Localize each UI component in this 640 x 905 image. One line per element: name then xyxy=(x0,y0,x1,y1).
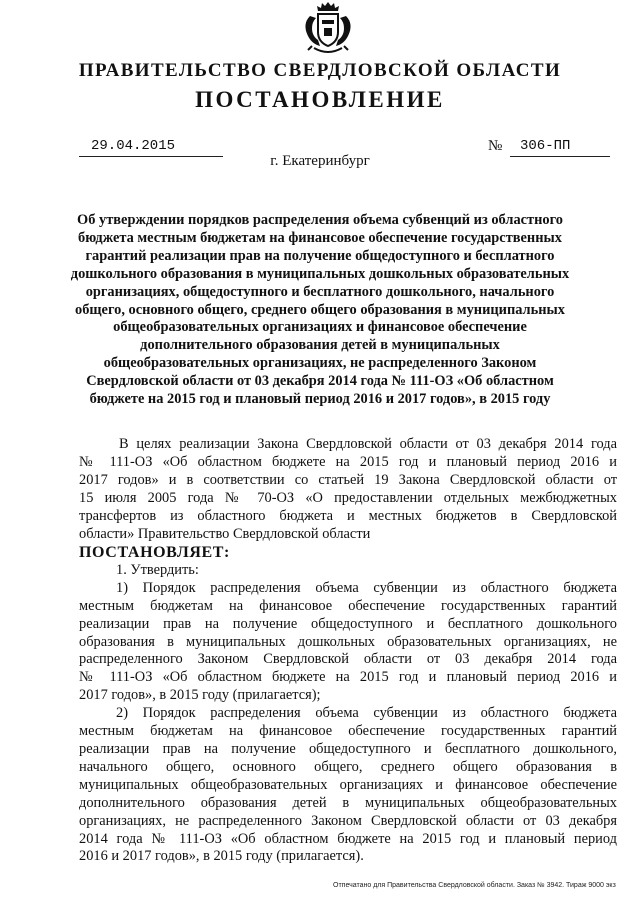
date-value: 29.04.2015 xyxy=(91,138,176,154)
preamble-line: трансфертов из областного бюджета и местных бюджетов в Свердловской xyxy=(79,507,617,524)
item-1-1 xyxy=(79,580,617,705)
item-1-1-line: реализации прав на получение общедоступного и бесплатного дошкольного xyxy=(79,615,617,632)
city: г. Екатеринбург xyxy=(270,153,370,169)
item-1-1-line: распределенного Законом Свердловской области от 03 декабря 2014 года xyxy=(79,651,617,668)
item-1-2-line: 2016 и 2017 годов», в 2015 году (прилагается). xyxy=(79,848,364,865)
number-sign: № xyxy=(488,138,503,154)
item-1-2-line: начального общего, основного общего, среднего общего образования в xyxy=(79,758,617,775)
preamble-line: № 111-ОЗ «Об областном бюджете на 2015 год и плановый период 2016 и xyxy=(79,453,617,470)
title-line: организациях, общедоступного и бесплатного дошкольного, начального xyxy=(85,283,555,300)
item-1-2-line: 2014 года № 111-ОЗ «Об областном бюджете на 2015 год и плановый период xyxy=(79,830,617,847)
item-1-1-line: местным бюджетам на финансовое обеспечение государственных гарантий xyxy=(79,597,617,614)
resolution-body xyxy=(79,544,617,866)
preamble-line: В целях реализации Закона Свердловской области от 03 декабря 2014 года xyxy=(119,436,617,452)
title-line: общего, основного общего, среднего общего образования в муниципальных xyxy=(75,301,565,318)
document-type: ПОСТАНОВЛЕНИЕ xyxy=(195,87,445,112)
title-line: бюджете на 2015 год и плановый период 2016 и 2017 годов», в 2015 году xyxy=(89,391,551,408)
item-1-1-line: 2017 годов», в 2015 году (прилагается); xyxy=(79,687,321,704)
title-line: бюджета местным бюджетам на финансовое обеспечение государственных xyxy=(78,229,562,246)
preamble-line: 15 июля 2005 года № 70-ОЗ «О предоставлении отдельных межбюджетных xyxy=(79,489,617,506)
print-footer: Отпечатано для Правительства Свердловской области. Заказ № 3942. Тираж 9000 экз xyxy=(333,882,616,889)
item-1-1-line: образования в муниципальных дошкольных образовательных организациях, не xyxy=(79,633,617,650)
title-line: общеобразовательных организациях, не распределенного Законом xyxy=(103,355,537,372)
preamble xyxy=(79,436,617,543)
item-1: 1. Утвердить: xyxy=(116,561,199,578)
item-1-2-line: реализации прав на получение общедоступного и бесплатного дошкольного, xyxy=(79,740,617,757)
title-line: дополнительного образования детей в муниципальных xyxy=(140,337,500,354)
item-1-1-line: 1) Порядок распределения объема субвенции из областного бюджета xyxy=(116,579,617,596)
item-1-2-line: организациях, не распределенного Законом Свердловской области от 03 декабря xyxy=(79,812,617,829)
government-name: ПРАВИТЕЛЬСТВО СВЕРДЛОВСКОЙ ОБЛАСТИ xyxy=(78,60,562,81)
preamble-line: области» Правительство Свердловской области xyxy=(79,525,371,542)
item-1-2 xyxy=(79,705,617,866)
title-line: общеобразовательных организациях и финансовое обеспечение xyxy=(113,319,527,336)
coat-of-arms-icon xyxy=(300,0,356,56)
title-line: дошкольного образования в муниципальных дошкольных образовательных xyxy=(70,265,570,282)
title-line: гарантий реализации прав на получение общедоступного и бесплатного xyxy=(85,247,555,264)
document-title xyxy=(70,212,570,409)
item-1-2-line: местным бюджетам на финансовое обеспечение государственных гарантий xyxy=(79,723,617,740)
title-line: Об утверждении порядков распределения объема субвенций из областного xyxy=(77,212,563,228)
item-1-2-line: 2) Порядок распределения объема субвенции из областного бюджета xyxy=(116,705,617,722)
item-1-2-line: дополнительного образования детей в муниципальных общеобразовательных xyxy=(79,794,617,811)
number-value: 306-ПП xyxy=(520,138,571,154)
postanovlyaet-heading: ПОСТАНОВЛЯЕТ: xyxy=(79,544,230,561)
item-1-2-line: муниципальных общеобразовательных организациях и финансовое обеспечение xyxy=(79,776,617,793)
preamble-line: 2017 годов» и в соответствии со статьей 19 Закона Свердловской области от xyxy=(79,471,617,488)
title-line: Свердловской области от 03 декабря 2014 года № 111-ОЗ «Об областном xyxy=(86,373,554,390)
item-1-1-line: № 111-ОЗ «Об областном бюджете на 2015 год и плановый период 2016 и xyxy=(79,669,617,686)
